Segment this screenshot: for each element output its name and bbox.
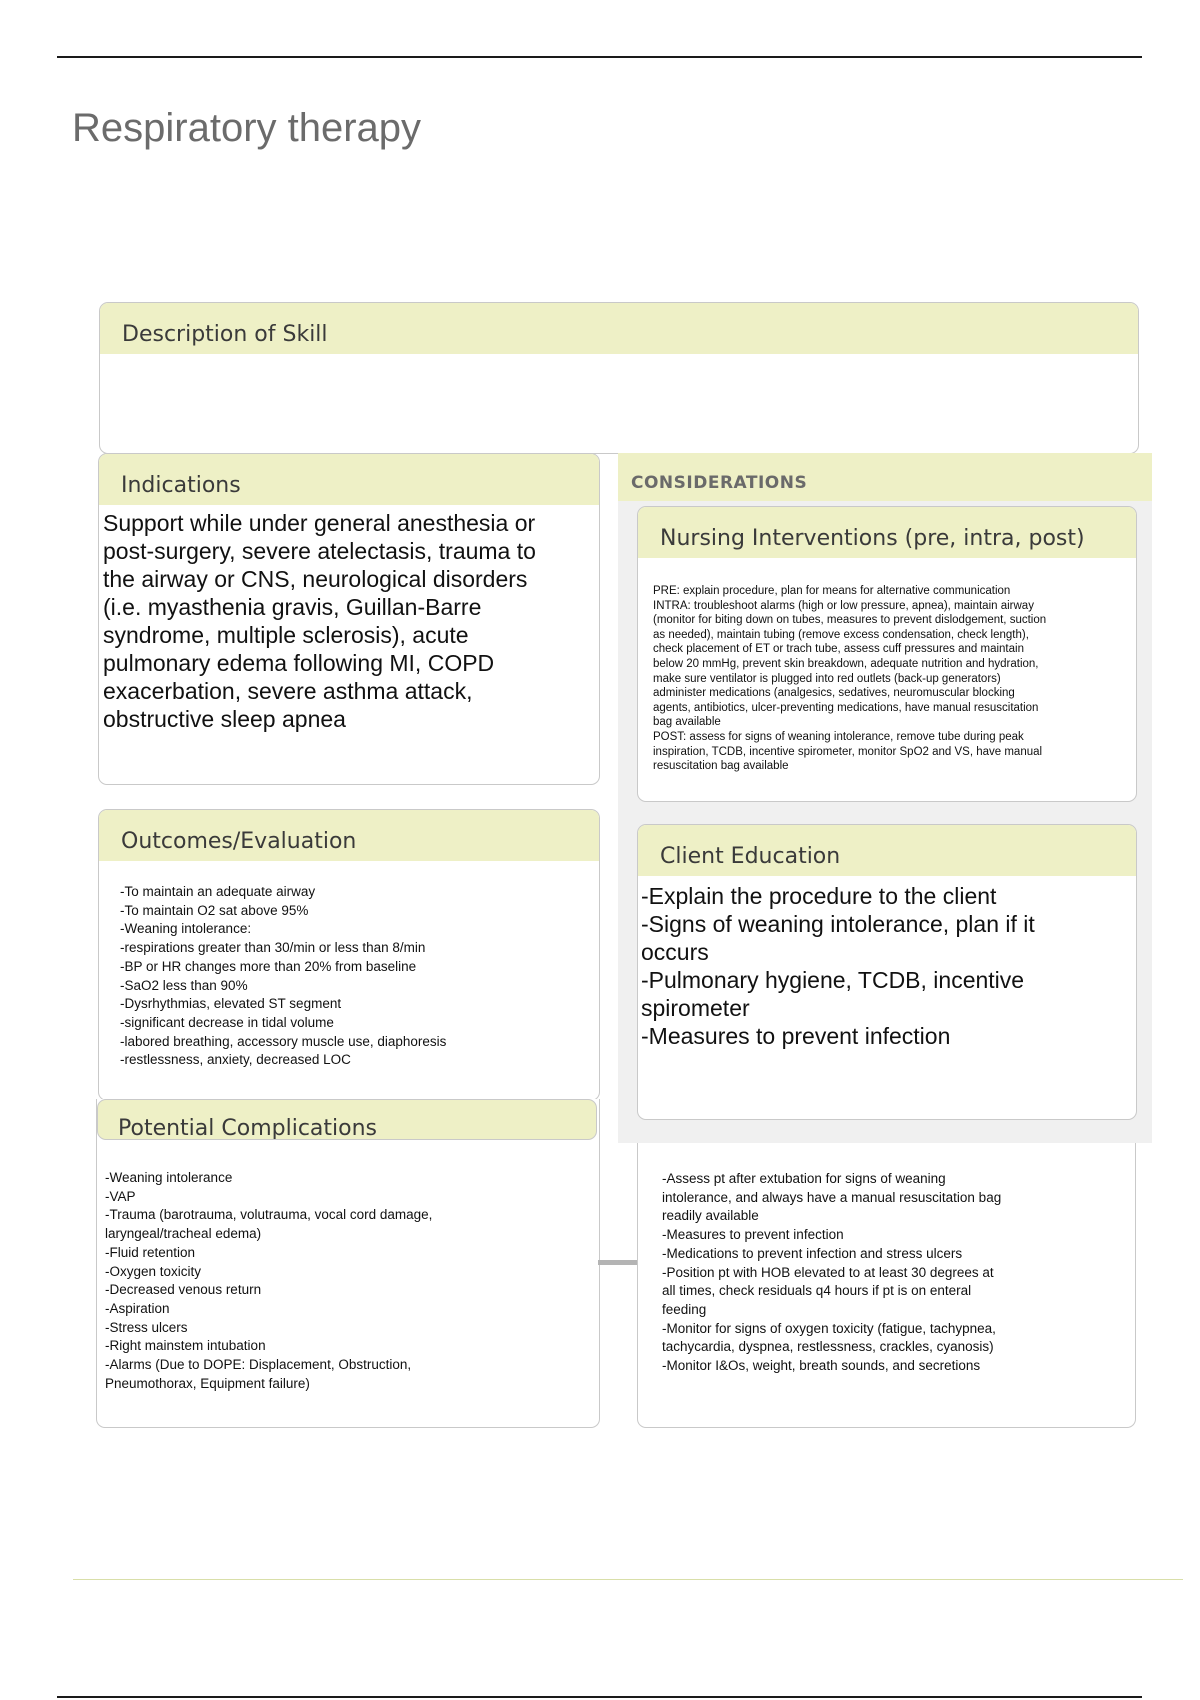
post-care-body: -Assess pt after extubation for signs of weaning intolerance, and always have a manual resuscitation bag readily available -Measures to prevent infection -Medications to prevent infection and stress ulcers -Position pt with HOB elevated to at least 30 degrees at all times, check residuals q4 hours if pt is on enteral feeding -Monitor for signs of oxygen toxicity (fatigue, tachypnea, tachycardia, dyspnea, restlessness, crackles, cyanosis) -Monitor I&Os, weight, breath sounds, and secretions bbox=[662, 1171, 1002, 1374]
client-education-box bbox=[637, 824, 1137, 1120]
outcomes-evaluation-header: Outcomes/Evaluation bbox=[99, 810, 599, 861]
bottom-rule bbox=[57, 1696, 1142, 1698]
top-rule bbox=[57, 56, 1142, 58]
nursing-interventions-body: PRE: explain procedure, plan for means for alternative communication INTRA: troubleshoot alarms (high or low pressure, apnea), maintain airway (monitor for biting down on tubes, measures to prevent dislodgement, suction as needed), maintain tubing (remove excess condensation, check length), check placement of ET or trach tube, assess cuff pressures and maintain below 20 mmHg, prevent skin breakdown, adequate nutrition and hydration, make sure ventilator is plugged into red outlets (back-up generators) administer medications (analgesics, sedatives, neuromuscular blocking agents, antibiotics, ulcer-preventing medications, have manual resuscitation bag available POST: assess for signs of weaning intolerance, remove tube during peak inspiration, TCDB, incentive spirometer, monitor SpO2 and VS, have manual resuscitation bag available bbox=[653, 585, 1047, 773]
indications-header: Indications bbox=[99, 454, 599, 505]
indications-body: Support while under general anesthesia or post-surgery, severe atelectasis, trauma to the airway or CNS, neurological disorders (i.e. myasthenia gravis, Guillan-Barre syndrome, multiple sclerosis), acute pulmonary edema following MI, COPD exacerbation, severe asthma attack, obstructive sleep apnea bbox=[103, 510, 536, 732]
connector-line bbox=[598, 1260, 638, 1265]
considerations-label: CONSIDERATIONS bbox=[618, 453, 1152, 501]
indications-box bbox=[98, 453, 600, 785]
outcomes-evaluation-body: -To maintain an adequate airway -To maintain O2 sat above 95% -Weaning intolerance: -respirations greater than 30/min or less than 8/min -BP or HR changes more than 20% from baseline -SaO2 less than 90% -Dysrhythmias, elevated ST segment -significant decrease in tidal volume -labored breathing, accessory muscle use, diaphoresis -restlessness, anxiety, decreased LOC bbox=[120, 884, 447, 1068]
footer-green-rule bbox=[73, 1579, 1183, 1580]
potential-complications-body: -Weaning intolerance -VAP -Trauma (barotrauma, volutrauma, vocal cord damage, laryngeal/tracheal edema) -Fluid retention -Oxygen toxicity -Decreased venous return -Aspiration -Stress ulcers -Right mainstem intubation -Alarms (Due to DOPE: Displacement, Obstruction, Pneumothorax, Equipment failure) bbox=[105, 1170, 433, 1391]
description-of-skill-box bbox=[99, 302, 1139, 454]
post-care-box bbox=[637, 1130, 1136, 1428]
page-title: Respiratory therapy bbox=[72, 106, 422, 150]
considerations-panel bbox=[618, 453, 1152, 1143]
client-education-body: -Explain the procedure to the client -Signs of weaning intolerance, plan if it occurs -Pulmonary hygiene, TCDB, incentive spirometer -Measures to prevent infection bbox=[641, 883, 1035, 1049]
potential-complications-box bbox=[96, 1099, 600, 1428]
client-education-header: Client Education bbox=[638, 825, 1136, 876]
description-of-skill-header: Description of Skill bbox=[100, 303, 1138, 354]
outcomes-evaluation-box bbox=[98, 809, 600, 1101]
nursing-interventions-header: Nursing Interventions (pre, intra, post) bbox=[638, 507, 1136, 558]
nursing-interventions-box bbox=[637, 506, 1137, 802]
potential-complications-header: Potential Complications bbox=[97, 1099, 597, 1140]
